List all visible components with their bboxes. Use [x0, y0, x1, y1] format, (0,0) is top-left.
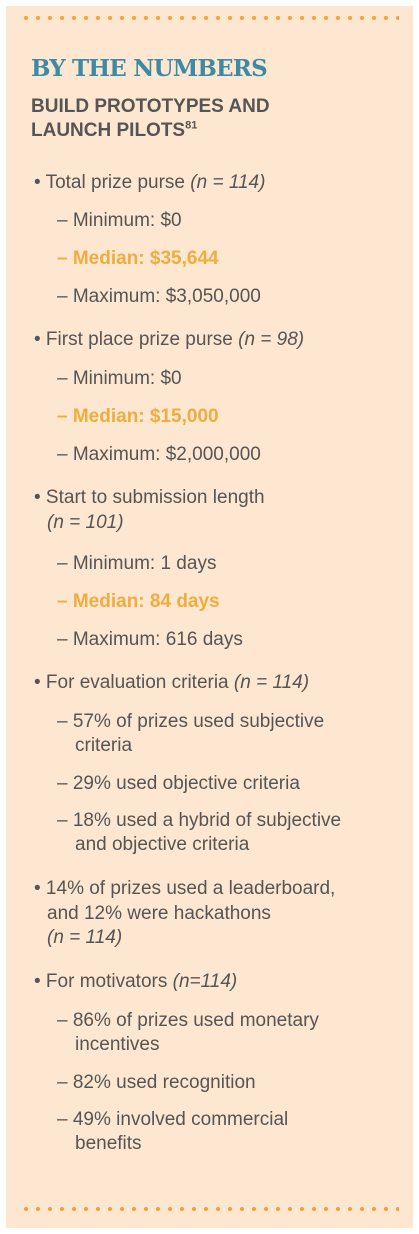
subheading-line-2: LAUNCH PILOTS	[31, 120, 186, 141]
sample-size: (n=114)	[172, 971, 238, 992]
sub-item-monetary: – 86% of prizes used monetary	[57, 1010, 319, 1031]
bullet-evaluation-criteria: • For evaluation criteria (n = 114)	[34, 672, 310, 693]
footnote-marker: 81	[185, 119, 198, 132]
sub-item-median: – Median: $15,000	[57, 406, 219, 427]
sub-item-monetary-cont: incentives	[75, 1034, 160, 1055]
top-dotted-border	[20, 15, 399, 21]
sample-size: (n = 98)	[238, 329, 305, 350]
sub-item-maximum: – Maximum: 616 days	[57, 629, 243, 650]
sub-item-median: – Median: 84 days	[57, 591, 220, 612]
sample-size: (n = 114)	[233, 672, 310, 693]
bullet-first-place-prize-purse: • First place prize purse (n = 98)	[34, 329, 305, 350]
panel-subheading	[31, 95, 371, 143]
sub-item-commercial-cont: benefits	[75, 1133, 142, 1154]
sub-item-median: – Median: $35,644	[57, 248, 219, 269]
sample-size: (n = 114)	[190, 172, 266, 193]
sub-item-subjective-cont: criteria	[75, 735, 133, 756]
bottom-dotted-border	[20, 1206, 399, 1212]
sub-item-hybrid-cont: and objective criteria	[75, 834, 250, 855]
sub-item-minimum: – Minimum: $0	[57, 210, 182, 231]
subheading-line-1: BUILD PROTOTYPES AND	[31, 96, 270, 117]
sub-item-minimum: – Minimum: $0	[57, 368, 182, 389]
sub-item-recognition: – 82% used recognition	[57, 1072, 256, 1093]
sub-item-hybrid: – 18% used a hybrid of subjective	[57, 810, 342, 831]
sub-item-subjective: – 57% of prizes used subjective	[57, 711, 325, 732]
sub-item-maximum: – Maximum: $3,050,000	[57, 286, 261, 307]
sub-item-objective: – 29% used objective criteria	[57, 773, 300, 794]
sub-item-maximum: – Maximum: $2,000,000	[57, 444, 261, 465]
sub-item-minimum: – Minimum: 1 days	[57, 553, 217, 574]
panel-heading: BY THE NUMBERS	[31, 55, 267, 82]
sample-size: (n = 114)	[47, 927, 123, 948]
bullet-leaderboard-hackathons: • 14% of prizes used a leaderboard,	[34, 878, 336, 899]
sidebar-panel	[6, 6, 413, 1228]
sub-item-commercial: – 49% involved commercial	[57, 1109, 289, 1130]
bullet-leaderboard-hackathons-cont: and 12% were hackathons	[47, 903, 271, 924]
bullet-motivators: • For motivators (n=114)	[34, 971, 238, 992]
bullet-start-to-submission-length: • Start to submission length	[34, 487, 265, 508]
bullet-total-prize-purse: • Total prize purse (n = 114)	[34, 172, 266, 193]
sample-size: (n = 101)	[47, 512, 124, 533]
